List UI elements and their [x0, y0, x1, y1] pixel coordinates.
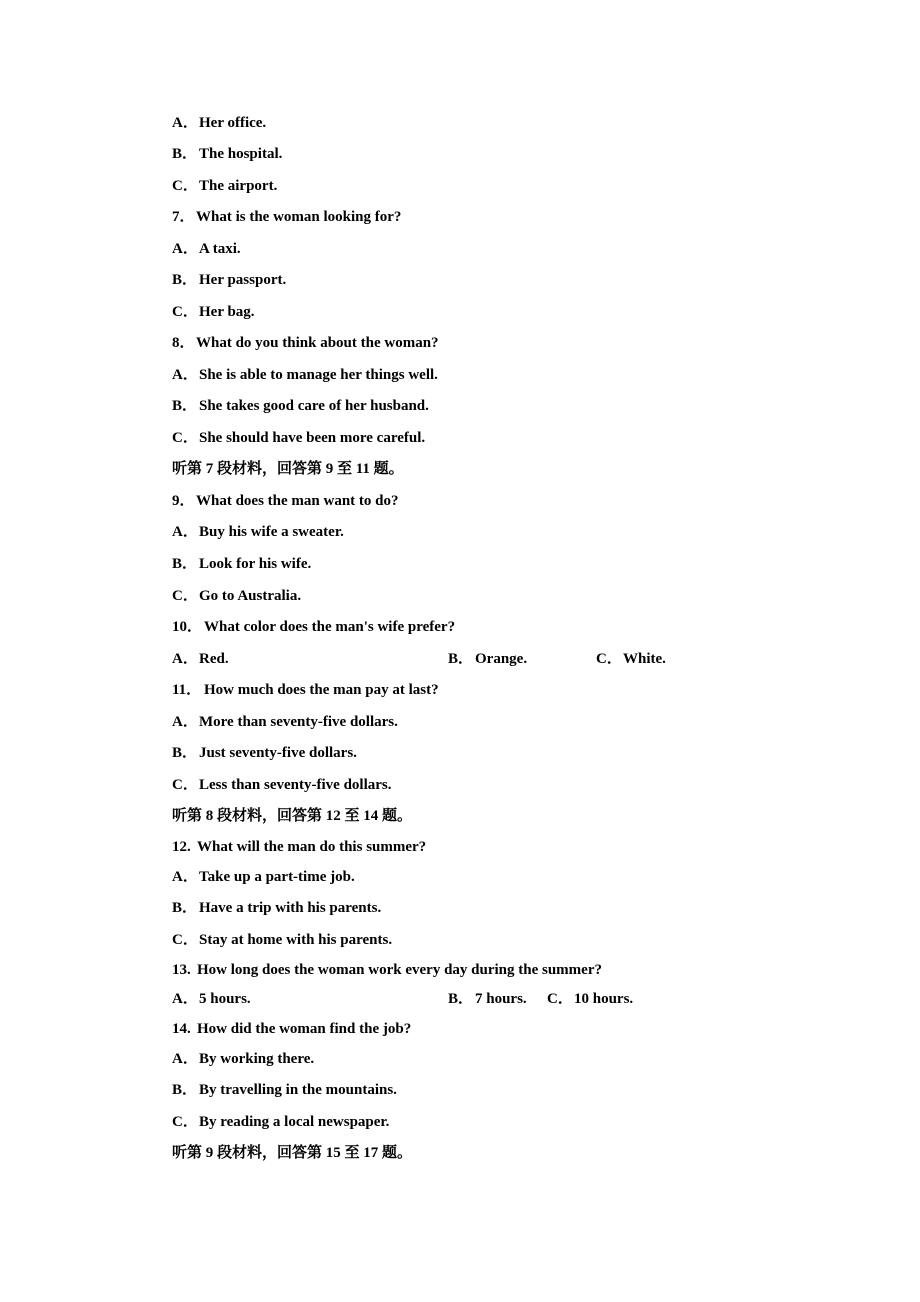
option-letter: B． — [448, 991, 474, 1007]
option-text: Stay at home with his parents. — [199, 932, 393, 948]
section-9-instruction: 听第 9 段材料，回答第 15 至 17 题。 — [172, 1145, 413, 1161]
option-text: Red. — [199, 651, 229, 667]
option-letter: A． — [172, 524, 198, 540]
option-text: Go to Australia. — [199, 588, 302, 604]
option-text: By working there. — [199, 1051, 315, 1067]
question-text: What does the man want to do? — [196, 493, 399, 509]
option-letter: A． — [172, 651, 198, 667]
q11-question — [172, 681, 439, 699]
q13-option-a — [172, 990, 251, 1008]
option-text: The airport. — [199, 178, 278, 194]
option-text: Buy his wife a sweater. — [199, 524, 344, 540]
option-letter: A． — [172, 367, 198, 383]
question-text: What do you think about the woman? — [196, 335, 439, 351]
option-text: 5 hours. — [199, 991, 251, 1007]
question-number: 13. — [172, 962, 191, 978]
option-text: Look for his wife. — [199, 556, 312, 572]
option-letter: C． — [172, 1114, 198, 1130]
option-letter: A． — [172, 714, 198, 730]
q7-option-c — [172, 303, 255, 321]
option-letter: C． — [172, 430, 198, 446]
option-text: She is able to manage her things well. — [199, 367, 438, 383]
q10-option-b — [448, 650, 527, 668]
option-letter: C． — [172, 932, 198, 948]
question-number: 8． — [172, 335, 195, 351]
q9-option-a — [172, 523, 344, 541]
question-number: 7． — [172, 209, 195, 225]
option-letter: C． — [547, 991, 573, 1007]
option-letter: B． — [448, 651, 474, 667]
option-text: 10 hours. — [574, 991, 634, 1007]
section-7-instruction: 听第 7 段材料，回答第 9 至 11 题。 — [172, 461, 404, 477]
option-text: White. — [623, 651, 666, 667]
question-number: 14. — [172, 1021, 191, 1037]
q14-option-a — [172, 1050, 314, 1068]
q12-option-a — [172, 868, 355, 886]
q14-question — [172, 1020, 411, 1038]
option-text: Her passport. — [199, 272, 287, 288]
option-text: 7 hours. — [475, 991, 527, 1007]
question-number: 10． — [172, 619, 203, 635]
option-text: A taxi. — [199, 241, 241, 257]
q14-option-b — [172, 1081, 397, 1099]
option-letter: C． — [172, 588, 198, 604]
q11-option-b — [172, 744, 357, 762]
q14-option-c — [172, 1113, 389, 1131]
question-number: 11． — [172, 682, 202, 698]
section-8-instruction: 听第 8 段材料，回答第 12 至 14 题。 — [172, 808, 413, 824]
q12-option-b — [172, 899, 381, 917]
option-text: Less than seventy-five dollars. — [199, 777, 392, 793]
question-text: How did the woman find the job? — [197, 1021, 412, 1037]
option-letter: B． — [172, 745, 198, 761]
option-text: Have a trip with his parents. — [199, 900, 382, 916]
question-text: How much does the man pay at last? — [204, 682, 439, 698]
option-letter: B． — [172, 900, 198, 916]
option-letter: C． — [172, 304, 198, 320]
option-text: By reading a local newspaper. — [199, 1114, 390, 1130]
option-letter: B． — [172, 398, 198, 414]
option-letter: C． — [596, 651, 622, 667]
q13-question — [172, 961, 602, 979]
q10-option-a — [172, 650, 229, 668]
q13-option-b — [448, 990, 527, 1008]
q6-option-b — [172, 145, 282, 163]
q6-option-a — [172, 114, 266, 132]
q10-question — [172, 618, 455, 636]
q12-option-c — [172, 931, 392, 949]
option-text: More than seventy-five dollars. — [199, 714, 398, 730]
option-letter: B． — [172, 146, 198, 162]
option-letter: B． — [172, 556, 198, 572]
option-letter: A． — [172, 1051, 198, 1067]
q8-option-b — [172, 397, 429, 415]
q8-question — [172, 334, 439, 352]
q7-option-a — [172, 240, 241, 258]
question-text: What is the woman looking for? — [196, 209, 402, 225]
q7-question — [172, 208, 401, 226]
option-letter: A． — [172, 115, 198, 131]
option-text: Her office. — [199, 115, 267, 131]
option-text: By travelling in the mountains. — [199, 1082, 397, 1098]
option-text: Her bag. — [199, 304, 255, 320]
q12-question — [172, 838, 426, 856]
q8-option-c — [172, 429, 425, 447]
option-letter: A． — [172, 869, 198, 885]
option-text: Take up a part-time job. — [199, 869, 355, 885]
option-text: Just seventy-five dollars. — [199, 745, 357, 761]
q9-question — [172, 492, 399, 510]
q9-option-b — [172, 555, 311, 573]
q8-option-a — [172, 366, 438, 384]
option-text: Orange. — [475, 651, 528, 667]
q6-option-c — [172, 177, 277, 195]
option-letter: C． — [172, 178, 198, 194]
question-text: What will the man do this summer? — [197, 839, 427, 855]
option-text: The hospital. — [199, 146, 283, 162]
question-text: What color does the man's wife prefer? — [204, 619, 456, 635]
option-letter: C． — [172, 777, 198, 793]
option-letter: B． — [172, 1082, 198, 1098]
option-text: She takes good care of her husband. — [199, 398, 429, 414]
q11-option-c — [172, 776, 392, 794]
q9-option-c — [172, 587, 301, 605]
question-number: 12. — [172, 839, 191, 855]
q10-option-c — [596, 650, 666, 668]
option-letter: B． — [172, 272, 198, 288]
q7-option-b — [172, 271, 286, 289]
option-text: She should have been more careful. — [199, 430, 426, 446]
q13-option-c — [547, 990, 633, 1008]
option-letter: A． — [172, 991, 198, 1007]
question-text: How long does the woman work every day during the summer? — [197, 962, 602, 978]
q11-option-a — [172, 713, 398, 731]
question-number: 9． — [172, 493, 195, 509]
option-letter: A． — [172, 241, 198, 257]
